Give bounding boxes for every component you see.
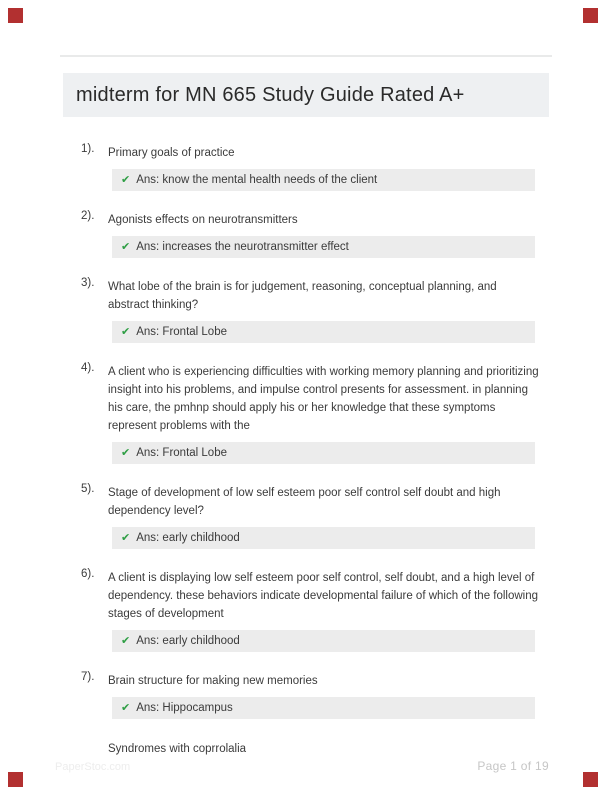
title-bar <box>63 73 549 117</box>
answer-box <box>112 527 535 549</box>
answer-box <box>112 442 535 464</box>
answer-text: Ans: Frontal Lobe <box>136 447 227 459</box>
question-item <box>63 144 549 191</box>
question-row <box>63 144 549 162</box>
top-divider <box>60 55 552 57</box>
answer-text: Ans: know the mental health needs of the client <box>136 174 378 186</box>
answer-text: Ans: Frontal Lobe <box>136 326 227 338</box>
question-row <box>63 569 549 623</box>
question-item <box>63 569 549 652</box>
watermark-text: PaperStoc.com <box>55 761 131 773</box>
corner-mark-bottom-left <box>8 772 23 787</box>
question-number: 5). <box>81 483 95 495</box>
question-item <box>63 672 549 719</box>
question-row <box>63 211 549 229</box>
page-footer <box>55 759 549 773</box>
question-number: 1). <box>81 143 95 155</box>
question-text: Brain structure for making new memories <box>108 675 318 687</box>
answer-text: Ans: Hippocampus <box>136 702 233 714</box>
question-row <box>63 278 549 314</box>
check-icon: ✔ <box>121 447 131 459</box>
question-item <box>63 211 549 258</box>
check-icon: ✔ <box>121 532 131 544</box>
answer-text: Ans: early childhood <box>136 635 240 647</box>
answer-box <box>112 697 535 719</box>
answer-box <box>112 321 535 343</box>
check-icon: ✔ <box>121 326 131 338</box>
answer-box <box>112 236 535 258</box>
question-item <box>63 363 549 464</box>
answer-text: Ans: increases the neurotransmitter effect <box>136 241 349 253</box>
question-item <box>63 278 549 343</box>
question-row <box>63 672 549 690</box>
question-text: What lobe of the brain is for judgement, reasoning, conceptual planning, and abstract thinking? <box>108 281 497 311</box>
question-list <box>63 117 549 758</box>
question-number: 4). <box>81 362 95 374</box>
corner-mark-bottom-right <box>583 772 598 787</box>
question-text: A client is displaying low self esteem poor self control, self doubt, and a high level of dependency. these behaviors indicate developmental failure of which of the following stages of development <box>108 572 539 620</box>
check-icon: ✔ <box>121 174 131 186</box>
answer-box <box>112 169 535 191</box>
question-text: A client who is experiencing difficulties with working memory planning and prioritizing insight into his problems, and impulse control presents for assessment. in planning his care, the pmhnp should apply his or her knowledge that these symptoms represent problems with the <box>108 366 539 432</box>
page-indicator: Page 1 of 19 <box>477 759 549 773</box>
check-icon: ✔ <box>121 635 131 647</box>
question-row <box>63 484 549 520</box>
corner-mark-top-left <box>8 8 23 23</box>
answer-box <box>112 630 535 652</box>
question-text: Agonists effects on neurotransmitters <box>108 214 298 226</box>
question-row <box>63 363 549 435</box>
next-question-text: Syndromes with coprrolalia <box>108 743 247 755</box>
question-text: Primary goals of practice <box>108 147 235 159</box>
question-item <box>63 484 549 549</box>
question-number: 7). <box>81 671 95 683</box>
question-number: 6). <box>81 568 95 580</box>
question-number: 2). <box>81 210 95 222</box>
check-icon: ✔ <box>121 241 131 253</box>
check-icon: ✔ <box>121 702 131 714</box>
page-title: midterm for MN 665 Study Guide Rated A+ <box>76 84 465 106</box>
question-number: 3). <box>81 277 95 289</box>
corner-mark-top-right <box>583 8 598 23</box>
question-text: Stage of development of low self esteem poor self control self doubt and high dependency level? <box>108 487 501 517</box>
answer-text: Ans: early childhood <box>136 532 240 544</box>
